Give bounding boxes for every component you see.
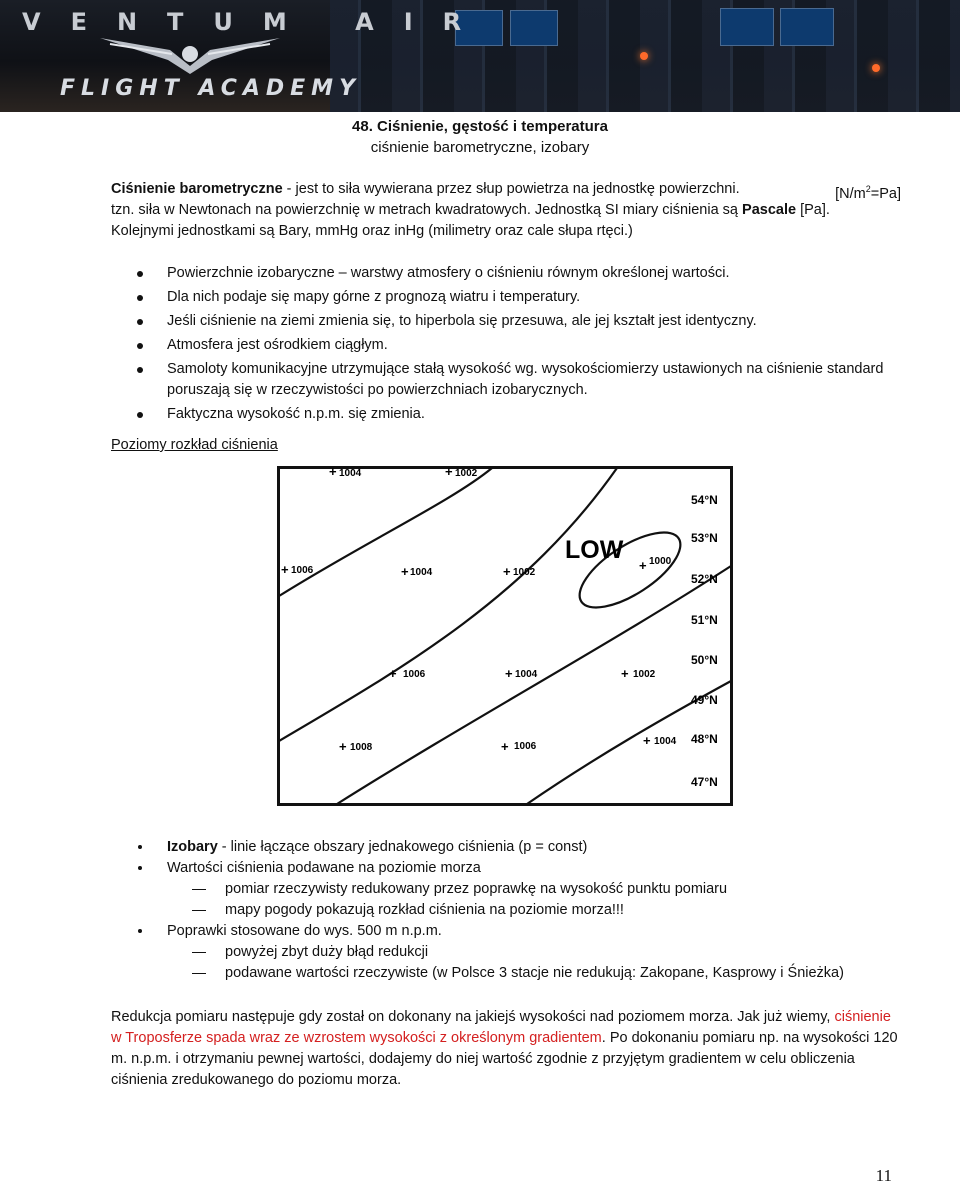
- pressure-label: 1004: [654, 736, 677, 747]
- pressure-label: 1000: [649, 556, 672, 567]
- pressure-label: 1004: [339, 468, 362, 479]
- pressure-label: 1008: [350, 742, 373, 753]
- svg-text:+: +: [389, 666, 397, 681]
- closing-paragraph: Redukcja pomiaru następuje gdy został on dokonany na jakiejś wysokości nad poziomem morza. Jak już wiemy, ciśnienie w Troposferze spada wraz ze wzrostem wysokości z określonym gradientem. Po dokonaniu pomiaru np. na wysokości 120 m. n.p.m. i otrzymaniu pewnej wartości, dodajemy do niej wartość zgodnie z przyjętym gradientem w celu obliczenia ciśnienia zredukowanego do poziomu morza.: [111, 1009, 898, 1088]
- sub-list-item: pomiar rzeczywisty redukowany przez poprawkę na wysokość punktu pomiaru: [137, 879, 927, 900]
- intro-text: [Pa].: [796, 202, 830, 218]
- list-item: Poprawki stosowane do wys. 500 m n.p.m.: [137, 921, 927, 942]
- cockpit-light: [872, 64, 880, 72]
- bullet-icon: [137, 343, 143, 349]
- header-banner: [0, 0, 960, 112]
- list-item: Samoloty komunikacyjne utrzymujące stałą wysokość wg. wysokościomierzy ustawionych na ciśnienie standard poruszają się w rzeczywistości po powierzchniach izobarycznych.: [137, 359, 907, 401]
- cockpit-display: [780, 8, 834, 46]
- bullet-icon: [137, 271, 143, 277]
- sub-list-item: mapy pogody pokazują rozkład ciśnienia na poziomie morza!!!: [137, 900, 927, 921]
- pressure-label: 1004: [515, 669, 538, 680]
- cockpit-light: [640, 52, 648, 60]
- bullet-icon: [137, 319, 143, 325]
- latitude-label: 48°N: [691, 732, 718, 746]
- pressure-label: 1006: [403, 669, 426, 680]
- latitude-label: 50°N: [691, 653, 718, 667]
- intro-paragraph: [111, 179, 901, 242]
- cockpit-display: [720, 8, 774, 46]
- sub-list-item: powyżej zbyt duży błąd redukcji: [137, 942, 927, 963]
- cockpit-display: [510, 10, 558, 46]
- svg-text:+: +: [401, 564, 409, 579]
- section-title: 48. Ciśnienie, gęstość i temperatura: [352, 118, 608, 135]
- subsection-heading: Poziomy rozkład ciśnienia: [111, 437, 278, 453]
- bullet-icon: [138, 929, 142, 933]
- bullet-icon: [137, 412, 143, 418]
- svg-text:+: +: [621, 666, 629, 681]
- svg-text:+: +: [281, 562, 289, 577]
- dash-icon: [192, 889, 206, 890]
- list-item: Wartości ciśnienia podawane na poziomie morza: [137, 858, 927, 879]
- svg-text:+: +: [643, 733, 651, 748]
- pressure-label: 1006: [291, 565, 314, 576]
- bullet-icon: [137, 367, 143, 373]
- list-item: Jeśli ciśnienie na ziemi zmienia się, to hiperbola się przesuwa, ale jej kształt jest identyczny.: [137, 311, 907, 332]
- academy-name: FLIGHT ACADEMY: [60, 76, 362, 101]
- intro-text: Kolejnymi jednostkami są Bary, mmHg oraz inHg (milimetry oraz cale słupa rtęci.): [111, 223, 633, 239]
- dash-icon: [192, 910, 206, 911]
- list-item: Powierzchnie izobaryczne – warstwy atmosfery o ciśnieniu równym określonej wartości.: [137, 263, 907, 284]
- pressure-label: 1002: [455, 468, 478, 479]
- intro-text: tzn. siła w Newtonach na powierzchnię w metrach kwadratowych. Jednostką SI miary ciśnienia są: [111, 202, 743, 218]
- pressure-label: 1002: [633, 669, 656, 680]
- isobar-map: [277, 466, 733, 806]
- bullet-icon: [137, 295, 143, 301]
- unit-text: $[N/m^2=Pa]$: [835, 184, 901, 202]
- page-number: 11: [875, 1166, 892, 1185]
- svg-text:+: +: [503, 564, 511, 579]
- list-item: Atmosfera jest ośrodkiem ciągłym.: [137, 335, 907, 356]
- latitude-label: 51°N: [691, 613, 718, 627]
- dash-icon: [192, 952, 206, 953]
- pressure-label: 1004: [410, 567, 433, 578]
- bullet-list: [137, 263, 907, 428]
- svg-text:+: +: [501, 739, 509, 754]
- term-bold: Ciśnienie barometryczne: [111, 181, 283, 197]
- latitude-label: 53°N: [691, 531, 718, 545]
- sub-list-item: podawane wartości rzeczywiste (w Polsce 3 stacje nie redukują: Zakopane, Kasprowy i Śnieżka): [137, 963, 927, 984]
- svg-text:+: +: [505, 666, 513, 681]
- svg-text:+: +: [445, 466, 453, 479]
- list-item: Izobary - linie łączące obszary jednakowego ciśnienia (p = const): [137, 837, 927, 858]
- latitude-label: 49°N: [691, 693, 718, 707]
- intro-text: - jest to siła wywierana przez słup powietrza na jednostkę powierzchni.: [282, 181, 740, 197]
- wings-logo-icon: [100, 30, 280, 74]
- pressure-label: 1002: [513, 567, 536, 578]
- list-item: Faktyczna wysokość n.p.m. się zmienia.: [137, 404, 907, 425]
- svg-text:+: +: [329, 466, 337, 479]
- bullet-icon: [138, 866, 142, 870]
- svg-text:+: +: [639, 558, 647, 573]
- bullet-list-2: [137, 837, 927, 984]
- dash-icon: [192, 973, 206, 974]
- latitude-label: 52°N: [691, 572, 718, 586]
- svg-text:+: +: [339, 739, 347, 754]
- latitude-label: 54°N: [691, 493, 718, 507]
- term-bold: Pascale: [742, 202, 797, 218]
- low-label: LOW: [565, 536, 624, 564]
- brand-name: VENTUM AIR: [22, 8, 492, 36]
- bullet-icon: [138, 845, 142, 849]
- list-item: Dla nich podaje się mapy górne z prognozą wiatru i temperatury.: [137, 287, 907, 308]
- pressure-label: 1006: [514, 741, 537, 752]
- highlighted-text: ciśnienie w Troposferze spada wraz ze wzrostem wysokości z określonym gradientem: [111, 1009, 891, 1046]
- latitude-label: 47°N: [691, 775, 718, 789]
- section-subtitle: ciśnienie barometryczne, izobary: [370, 139, 590, 156]
